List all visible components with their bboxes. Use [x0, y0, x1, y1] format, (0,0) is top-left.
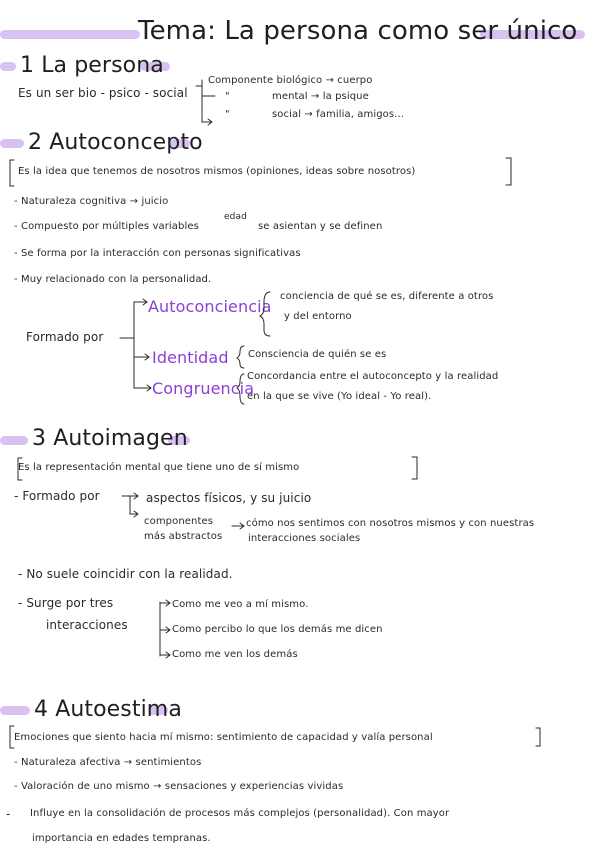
- section2-definition: Es la idea que tenemos de nosotros mismos (opiniones, ideas sobre nosotros): [18, 166, 416, 177]
- section1-ditto-1: ": [225, 91, 230, 102]
- section2-point-variables: - Compuesto por múltiples variables: [14, 221, 199, 232]
- page-title: Tema: La persona como ser único: [138, 16, 578, 46]
- section3-arises-2: interacciones: [46, 618, 128, 632]
- section2-point-cognitive: - Naturaleza cognitiva → juicio: [14, 196, 169, 207]
- section2-point-interaction: - Se forma por la interacción con personas significativas: [14, 248, 301, 259]
- section3-interaction-3: Como me ven los demás: [172, 649, 298, 660]
- section2-point-personality: - Muy relacionado con la personalidad.: [14, 274, 212, 285]
- section2-bracket-right: [506, 158, 511, 185]
- section1-heading: 1 La persona: [20, 53, 164, 78]
- section2-formed-tree: [120, 302, 150, 388]
- section3-formed-by: - Formado por: [14, 489, 100, 503]
- section2-variables-result: se asientan y se definen: [258, 221, 383, 232]
- section1-definition: Es un ser bio - psico - social: [18, 86, 188, 100]
- section3-aspect-abstract-1: componentes: [144, 516, 214, 527]
- section2-congruencia: Congruencia: [152, 379, 255, 398]
- section1-branch-biological: Componente biológico → cuerpo: [208, 75, 373, 86]
- section4-bracket-right: [536, 728, 540, 746]
- section1-brace: [196, 80, 208, 122]
- section2-congruencia-desc2: en la que se vive (Yo ideal - Yo real).: [247, 391, 432, 402]
- section3-abstract-desc-1: cómo nos sentimos con nosotros mismos y con nuestras: [246, 518, 535, 529]
- section4-bracket-left: [10, 726, 14, 748]
- section4-point-influence-cont: importancia en edades tempranas.: [32, 833, 211, 844]
- section2-bracket-left: [10, 160, 14, 186]
- section1-ditto-2: ": [225, 109, 230, 120]
- section2-autoconciencia-desc1: conciencia de qué se es, diferente a otros: [280, 291, 494, 302]
- section1-branch-mental: mental → la psique: [272, 91, 369, 102]
- section2-autoconciencia-desc2: y del entorno: [284, 311, 352, 322]
- section4-point-affective: - Naturaleza afectiva → sentimientos: [14, 757, 202, 768]
- section3-interaction-1: Como me veo a mí mismo.: [172, 599, 309, 610]
- section2-formed-by: Formado por: [26, 330, 104, 344]
- section4-heading: 4 Autoestima: [34, 697, 182, 722]
- section3-bracket-left: [18, 458, 22, 480]
- section1-arrow-3: [202, 119, 212, 125]
- section3-heading: 3 Autoimagen: [32, 426, 188, 451]
- section2-brace-autoconciencia: [260, 292, 270, 336]
- section2-autoconciencia: Autoconciencia: [148, 297, 272, 316]
- section2-brace-congruencia: [237, 374, 244, 404]
- section2-tree-arrowheads: [143, 299, 151, 391]
- section3-aspect-physical: aspectos físicos, y su juicio: [146, 491, 312, 505]
- section2-congruencia-desc1: Concordancia entre el autoconcepto y la realidad: [247, 371, 499, 382]
- section3-interactions-tree: [160, 600, 170, 658]
- section4-point-valuation: - Valoración de uno mismo → sensaciones y experiencias vividas: [14, 781, 344, 792]
- section3-formed-tree: [122, 493, 138, 517]
- section3-abstract-desc-2: interacciones sociales: [248, 533, 361, 544]
- section2-variables-note: edad: [224, 212, 247, 222]
- section3-bracket-right: [412, 457, 417, 479]
- section1-branch-social: social → familia, amigos...: [272, 109, 405, 120]
- section2-identidad: Identidad: [152, 348, 229, 367]
- section3-interaction-2: Como percibo lo que los demás me dicen: [172, 624, 383, 635]
- section4-definition: Emociones que siento hacia mí mismo: sentimiento de capacidad y valía personal: [14, 732, 433, 743]
- section2-identidad-desc: Consciencia de quién se es: [248, 349, 387, 360]
- section2-heading: 2 Autoconcepto: [28, 130, 203, 155]
- section3-aspect-abstract-2: más abstractos: [144, 531, 223, 542]
- section2-brace-identidad: [237, 346, 244, 368]
- section3-definition: Es la representación mental que tiene uno de sí mismo: [18, 462, 300, 473]
- section4-dash: -: [6, 807, 11, 821]
- section4-point-influence: Influye en la consolidación de procesos más complejos (personalidad). Con mayor: [30, 808, 450, 819]
- section3-point-reality: - No suele coincidir con la realidad.: [18, 567, 233, 581]
- section3-abstract-arrow: [232, 523, 244, 529]
- section3-arises-1: - Surge por tres: [18, 596, 114, 610]
